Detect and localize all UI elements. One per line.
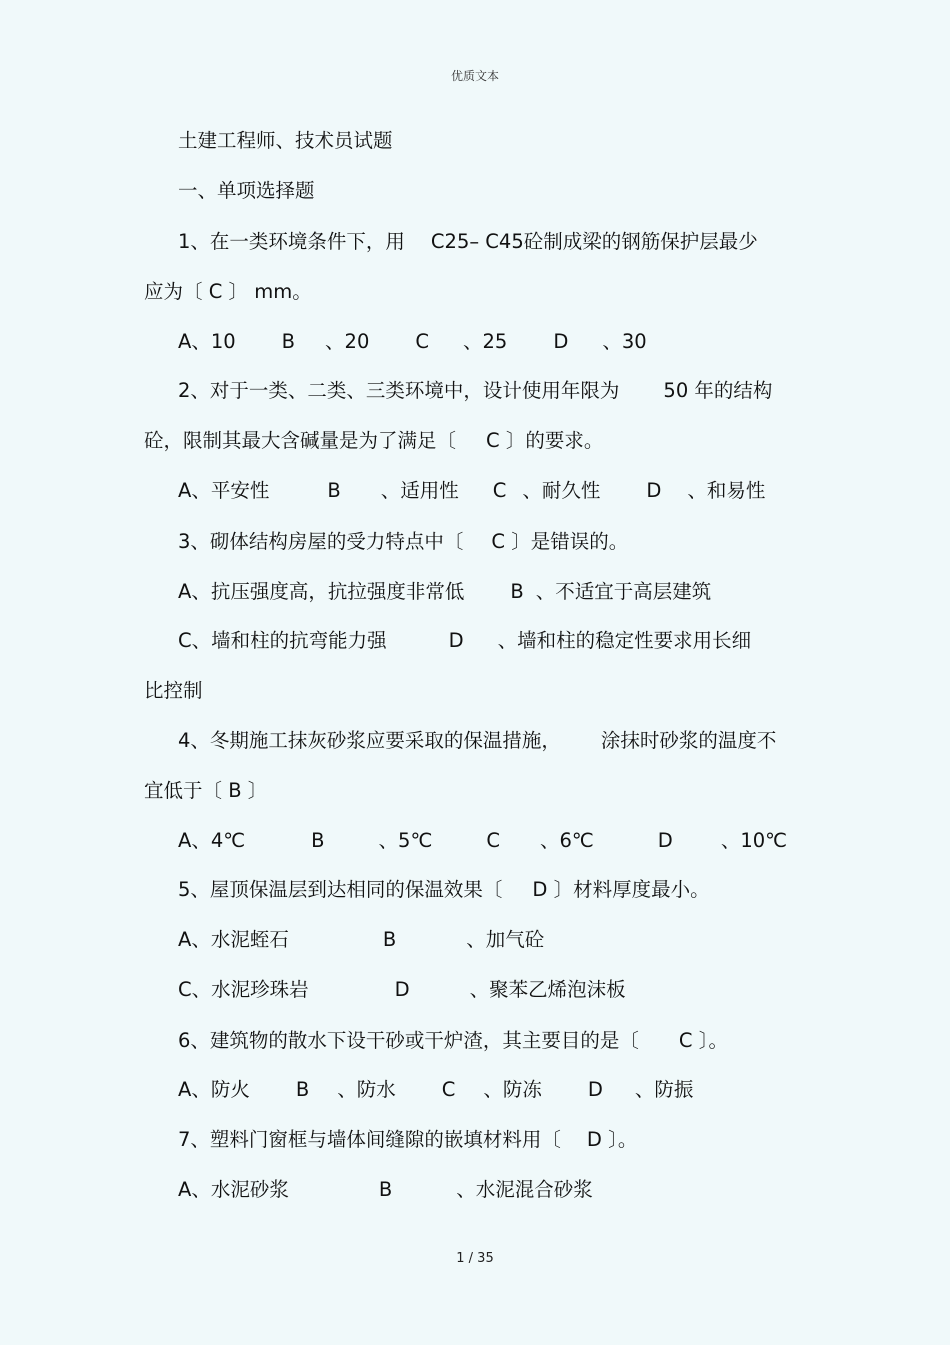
opt-d: 、聚苯乙烯泡沫板 — [469, 978, 626, 1001]
question-6-line-1 — [178, 1028, 728, 1054]
question-3-line-1 — [178, 529, 628, 555]
opt-b-letter: B — [510, 580, 524, 603]
question-7-line-1 — [178, 1127, 637, 1153]
opt-c: 、耐久性 — [522, 479, 601, 502]
opt-d: 、墙和柱的稳定性要求用长细 — [497, 629, 752, 652]
opt-b-letter: B — [311, 829, 325, 852]
question-1-options — [178, 329, 647, 355]
opt-d-letter: D — [657, 829, 673, 852]
opt-c-letter: C — [486, 829, 500, 852]
question-5-options-2 — [178, 977, 626, 1003]
opt-c-letter: C — [415, 330, 429, 353]
q6-text-a: 6、建筑物的散水下设干砂或干炉渣，其主要目的是〔 — [178, 1029, 639, 1052]
opt-b: 、适用性 — [380, 479, 459, 502]
opt-b-letter: B — [295, 1078, 310, 1101]
q5-text-b: D 〕材料厚度最小。 — [532, 878, 710, 901]
opt-c: C、墙和柱的抗弯能力强 — [178, 629, 387, 652]
opt-b-letter: B — [281, 330, 296, 353]
q7-text-b: D 〕。 — [586, 1128, 638, 1151]
opt-a: A、4℃ — [178, 829, 246, 852]
opt-d: 、和易性 — [687, 479, 766, 502]
q3-text-b: C 〕是错误的。 — [491, 530, 629, 553]
question-2-options — [178, 478, 765, 504]
opt-c: C、水泥珍珠岩 — [178, 978, 309, 1001]
question-1-line-2: 应为〔 C 〕 mm。 — [144, 280, 312, 303]
question-5-options-1 — [178, 927, 544, 953]
opt-a: A、平安性 — [178, 479, 270, 502]
question-6-options — [178, 1077, 693, 1103]
opt-b: 、水泥混合砂浆 — [456, 1178, 593, 1201]
opt-d-letter: D — [394, 978, 410, 1001]
question-2-line-2 — [144, 428, 603, 454]
opt-a: A、水泥蛭石 — [178, 928, 289, 951]
q4-text-a: 4、冬期施工抹灰砂浆应要采取的保温措施， — [178, 729, 561, 752]
q5-text-a: 5、屋顶保温层到达相同的保温效果〔 — [178, 878, 503, 901]
question-3-options-1 — [178, 579, 711, 605]
page-header: 优质文本 — [450, 69, 499, 83]
question-4-line-2: 宜低于〔 B 〕 — [144, 779, 268, 802]
q2-text-b: 50 年的结构 — [663, 379, 773, 402]
opt-d: 、10℃ — [720, 829, 788, 852]
opt-a: A、抗压强度高，抗拉强度非常低 — [178, 580, 465, 603]
opt-a: A、10 — [178, 330, 236, 353]
opt-b: 、20 — [325, 330, 370, 353]
opt-c: 、25 — [463, 330, 508, 353]
opt-b-letter: B — [327, 479, 341, 502]
opt-c-letter: C — [492, 479, 507, 502]
question-4-options — [178, 828, 787, 854]
opt-c: 、防冻 — [483, 1078, 542, 1101]
q6-text-b: C 〕。 — [678, 1029, 728, 1052]
opt-a: A、防火 — [178, 1078, 250, 1101]
q4-text-b: 涂抹时砂浆的温度不 — [600, 729, 777, 752]
opt-b-letter: B — [378, 1178, 393, 1201]
q2-text-d: C 〕的要求。 — [486, 429, 604, 452]
q1-text-a: 1、在一类环境条件下，用 — [178, 230, 405, 253]
question-7-options-1 — [178, 1177, 593, 1203]
q7-text-a: 7、塑料门窗框与墙体间缝隙的嵌填材料用〔 — [178, 1128, 561, 1151]
page-number: 1 / 35 — [456, 1251, 494, 1266]
question-3-line-cont: 比控制 — [144, 679, 203, 702]
opt-b: 、加气砼 — [466, 928, 545, 951]
opt-c-letter: C — [441, 1078, 456, 1101]
opt-d-letter: D — [646, 479, 662, 502]
q2-text-a: 2、对于一类、二类、三类环境中，设计使用年限为 — [178, 379, 620, 402]
opt-d-letter: D — [553, 330, 569, 353]
section-heading: 一、单项选择题 — [178, 179, 315, 202]
q1-text-b: C25– C45 — [430, 230, 524, 253]
opt-d-letter: D — [587, 1078, 603, 1101]
opt-b: 、5℃ — [378, 829, 433, 852]
opt-d-letter: D — [448, 629, 464, 652]
question-3-options-2 — [178, 628, 751, 654]
opt-b: 、不适宜于高层建筑 — [535, 580, 712, 603]
question-4-line-1 — [178, 728, 776, 754]
opt-b-letter: B — [382, 928, 397, 951]
question-1-line-1 — [178, 229, 758, 255]
opt-c: 、6℃ — [539, 829, 594, 852]
doc-title: 土建工程师、技术员试题 — [178, 129, 393, 152]
opt-a: A、水泥砂浆 — [178, 1178, 289, 1201]
question-5-line-1 — [178, 877, 710, 903]
q2-text-c: 砼，限制其最大含碱量是为了满足〔 — [144, 429, 457, 452]
opt-d: 、30 — [602, 330, 647, 353]
q1-text-c: 砼制成梁的钢筋保护层最少 — [523, 230, 758, 253]
q3-text-a: 3、砌体结构房屋的受力特点中〔 — [178, 530, 464, 553]
opt-b: 、防水 — [337, 1078, 396, 1101]
question-2-line-1 — [178, 378, 772, 404]
opt-d: 、防振 — [634, 1078, 694, 1101]
